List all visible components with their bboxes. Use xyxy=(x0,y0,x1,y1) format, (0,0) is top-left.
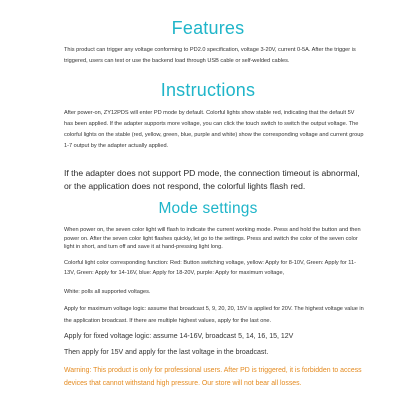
instructions-note: If the adapter does not support PD mode, the connection timeout is abnormal, or the application does not respond, the colorful lights flash red. xyxy=(64,168,360,191)
fixed-voltage-logic: Apply for fixed voltage logic: assume 14-16V, broadcast 5, 14, 16, 15, 12V xyxy=(64,333,294,340)
color-mapping: Colorful light color corresponding function: Red: Button switching voltage, yellow: Apply for 8-10V, Green: Apply for 11-13V, Green: Apply for 14-16V, blue: Apply for 18-20V, purple: Apply for maximum voltage, xyxy=(64,260,356,276)
features-body: This product can trigger any voltage conforming to PD2.0 specification, voltage 3-20V, current 0-5A. After the trigger is triggered, users can test or use the backend load through USB cable or self-welded cables. xyxy=(64,47,356,64)
warning-text: Warning: This product is only for professional users. After PD is triggered, it is forbidden to access devices that cannot withstand high pressure. Our store will not bear all losses. xyxy=(64,367,362,387)
features-title: Features xyxy=(171,18,245,38)
instructions-body: After power-on, ZY12PDS will enter PD mode by default. Colorful lights show stable red, indicating that the default 5V has been applied. If the adapter supports more voltage, you can click the touch switch to switch the output voltage. The colorful lights on the stable (red, yellow, green, blue, purple and white) show the corresponding voltage and current group 1-7 output by the adapter actually applied. xyxy=(64,110,364,149)
instructions-title: Instructions xyxy=(160,80,256,100)
fixed-voltage-result: Then apply for 15V and apply for the last voltage in the broadcast. xyxy=(64,349,269,356)
mode-settings-title: Mode settings xyxy=(158,200,258,217)
max-voltage-logic: Apply for maximum voltage logic: assume that broadcast 5, 9, 20, 20, 15V is applied for 20V. The highest voltage value in the application broadcast. If there are multiple highest values, apply for the last one. xyxy=(64,306,364,324)
mode-settings-intro: When power on, the seven color light will flash to indicate the current working mode. Press and hold the button and then power on. After the seven color light flashes quickly, let go to the settings. Press and switch the color of the seven color light in short, and turn off and save it at hand-pressing light long. xyxy=(64,227,361,250)
white-note: White: polls all supported voltages. xyxy=(64,289,151,295)
